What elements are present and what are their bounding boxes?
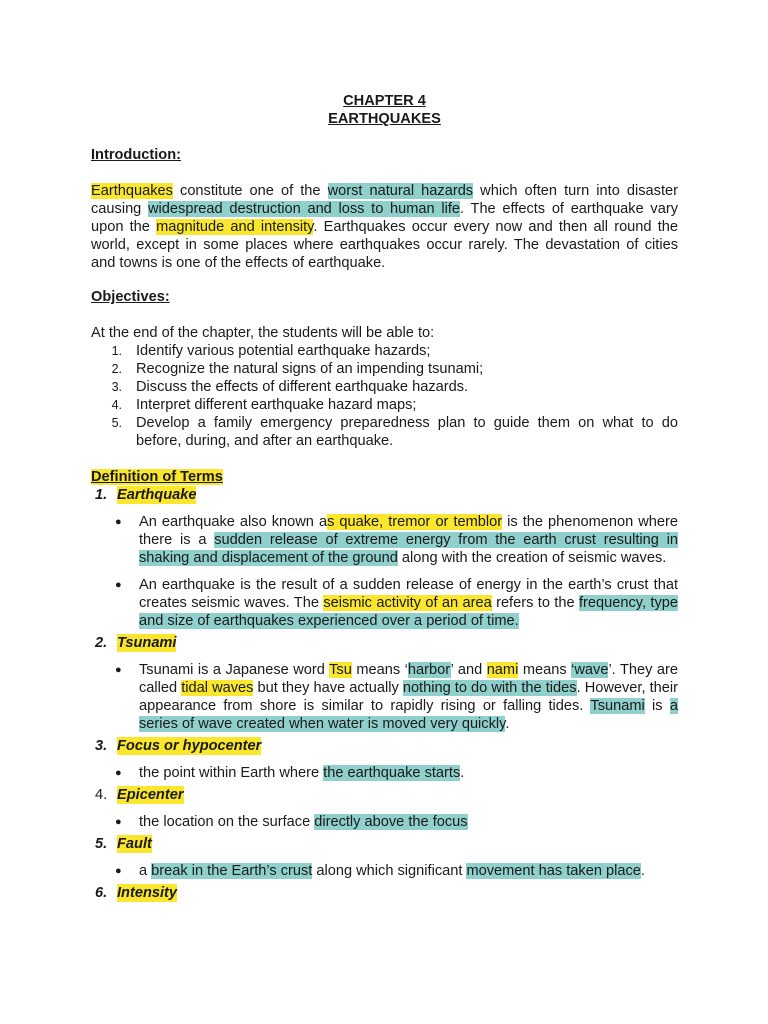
term-label: Tsunami — [117, 635, 177, 651]
definitions-heading — [91, 468, 678, 486]
highlight-teal: widespread destruction and loss to human life — [148, 201, 461, 217]
term-number: 3. — [95, 738, 108, 754]
text-run: . Earthquakes occur every now and then all round the world, except in some places where earthquakes occur rarely. The devastation of cities and towns is one of the effects of earthquake. — [91, 219, 678, 271]
definition-text — [139, 764, 678, 782]
highlight-teal: a series of wave created when water is moved very quickly — [139, 698, 678, 732]
definition-bullet — [115, 576, 678, 630]
highlight-teal: worst natural hazards — [327, 183, 474, 199]
highlight-yellow: nami — [486, 662, 519, 678]
objectives-list — [91, 342, 678, 450]
text-run: a — [139, 863, 152, 879]
text-run: is — [644, 698, 670, 714]
bullet-dot-icon: ● — [115, 865, 122, 877]
bullet-dot-icon: ● — [115, 767, 122, 779]
text-run: along which significant — [312, 863, 467, 879]
definition-text — [139, 813, 678, 831]
text-run: means — [518, 662, 572, 678]
objective-text: Discuss the effects of different earthquake hazards. — [136, 379, 469, 395]
text-run: ’ and — [450, 662, 487, 678]
highlight-teal: frequency, type and size of earthquakes experienced over a period of time. — [139, 595, 679, 629]
chapter-title: EARTHQUAKES — [328, 111, 441, 127]
definition-bullet — [115, 862, 678, 880]
text-run: which often turn into disaster causing — [91, 183, 678, 217]
objective-number — [91, 378, 136, 396]
highlight-yellow: tidal waves — [181, 680, 254, 696]
term-number: 1. — [95, 487, 108, 503]
objective-item — [91, 378, 678, 396]
text-run: An earthquake also known a — [139, 514, 328, 530]
objective-number-text: 2. — [111, 362, 122, 376]
definition-bullet — [115, 764, 678, 782]
definition-text — [139, 576, 678, 630]
objective-number — [91, 360, 136, 378]
objective-text: Interpret different earthquake hazard maps; — [136, 397, 417, 413]
definition-text — [139, 862, 678, 880]
highlight-teal: sudden release of extreme energy from the earth crust resulting in shaking and displacement of the ground — [139, 532, 678, 566]
highlight-teal: break in the Earth’s crust — [151, 863, 313, 879]
term-heading — [95, 634, 678, 652]
term-label: Earthquake — [117, 487, 197, 503]
objectives-lead: At the end of the chapter, the students will be able to: — [91, 325, 435, 341]
highlight-teal: Tsunami — [590, 698, 645, 714]
text-run: refers to the — [491, 595, 579, 611]
bullet-dot-icon: ● — [115, 579, 122, 591]
highlight-yellow: magnitude and intensity — [156, 219, 314, 235]
highlight-yellow: seismic activity of an area — [323, 595, 492, 611]
term-label: Focus or hypocenter — [117, 738, 262, 754]
term-heading — [95, 737, 678, 755]
objective-item — [91, 360, 678, 378]
term-number: 5. — [95, 836, 108, 852]
text-run: . — [640, 863, 645, 879]
definitions-list — [91, 486, 678, 902]
objective-number — [91, 342, 136, 360]
objective-item — [91, 396, 678, 414]
highlight-teal: harbor — [407, 662, 451, 678]
highlight-teal: movement has taken place — [466, 863, 641, 879]
term-label: Intensity — [117, 885, 178, 901]
bullet-dot-icon: ● — [115, 664, 122, 676]
highlight-teal: directly above the focus — [314, 814, 468, 830]
bullet-dot-icon: ● — [115, 516, 122, 528]
text-run: . — [460, 765, 465, 781]
highlight-teal: the earthquake starts — [323, 765, 461, 781]
term-heading — [95, 835, 678, 853]
objective-text: Develop a family emergency preparedness plan to guide them on what to do before, during, and after an earthquake. — [136, 415, 678, 449]
objective-item — [91, 342, 678, 360]
definition-bullet — [115, 661, 678, 733]
objective-number-text: 1. — [111, 344, 122, 358]
text-run: constitute one of the — [172, 183, 328, 199]
text-run: but they have actually — [253, 680, 403, 696]
objective-number-text: 5. — [111, 416, 122, 430]
objective-number-text: 3. — [111, 380, 122, 394]
term-number: 2. — [95, 635, 108, 651]
objective-text: Identify various potential earthquake hazards; — [136, 343, 431, 359]
objectives-heading: Objectives: — [91, 289, 170, 305]
definition-bullet — [115, 813, 678, 831]
term-label: Fault — [117, 836, 152, 852]
term-label: Epicenter — [117, 787, 184, 803]
definition-text — [139, 661, 678, 733]
highlight-yellow: Tsu — [329, 662, 352, 678]
text-run: the point within Earth where — [139, 765, 324, 781]
highlight-yellow: Earthquakes — [91, 183, 173, 199]
text-run: the location on the surface — [139, 814, 315, 830]
objective-number — [91, 396, 136, 414]
introduction-heading: Introduction: — [91, 147, 181, 163]
definition-text — [139, 513, 678, 567]
objective-text: Recognize the natural signs of an impending tsunami; — [136, 361, 484, 377]
term-number: 6. — [95, 885, 108, 901]
definitions-heading-text: Definition of Terms — [91, 469, 223, 485]
bullet-dot-icon: ● — [115, 816, 122, 828]
term-number: 4. — [95, 787, 108, 803]
highlight-yellow: s quake, tremor or temblor — [327, 514, 503, 530]
introduction-paragraph — [91, 182, 678, 272]
text-run: Tsunami is a Japanese word — [139, 662, 330, 678]
objective-item — [91, 414, 678, 450]
text-run: . The effects of earthquake vary upon the — [91, 201, 678, 235]
term-heading — [95, 786, 678, 804]
term-heading — [95, 486, 678, 504]
definition-bullet — [115, 513, 678, 567]
text-run: An earthquake is the result of a sudden release of energy in the earth’s crust that creates seismic waves. The — [139, 577, 678, 611]
text-run: along with the creation of seismic waves. — [397, 550, 667, 566]
objective-number — [91, 414, 136, 450]
term-heading — [95, 884, 678, 902]
objective-number-text: 4. — [111, 398, 122, 412]
text-run: . — [505, 716, 510, 732]
text-run: is the phenomenon where there is a — [139, 514, 679, 548]
text-run: . However, their appearance from shore is similar to rapidly rising or falling tides. — [139, 680, 678, 714]
chapter-number: CHAPTER 4 — [343, 93, 426, 109]
text-run: means ‘ — [351, 662, 408, 678]
text-run: ’. They are called — [139, 662, 678, 696]
highlight-teal: ‘wave — [571, 662, 609, 678]
highlight-teal: nothing to do with the tides — [402, 680, 577, 696]
